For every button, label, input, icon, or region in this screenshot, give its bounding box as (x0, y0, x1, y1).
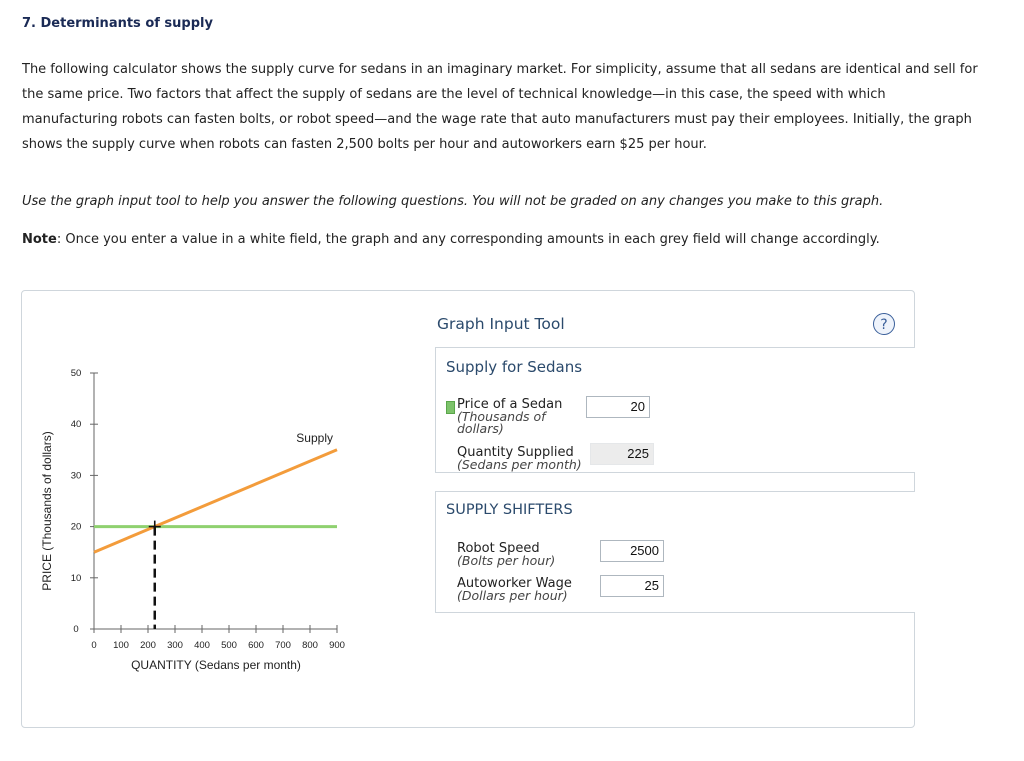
x-tick-label: 500 (221, 640, 237, 651)
x-tick-label: 100 (113, 640, 129, 651)
quantity-supplied-field: 225 (590, 443, 654, 465)
supply-curve (94, 450, 337, 552)
x-tick-label: 700 (275, 640, 291, 651)
autoworker-wage-unit: (Dollars per hour) (457, 588, 568, 603)
section-heading: 7. Determinants of supply (22, 16, 213, 31)
y-tick-label: 30 (70, 470, 82, 482)
robot-speed-label-group (457, 542, 555, 567)
note-text (22, 232, 880, 247)
x-tick-label: 400 (194, 640, 210, 651)
x-axis-label: QUANTITY (Sedans per month) (131, 658, 301, 672)
supply-shifters-box (435, 491, 915, 613)
robot-speed-unit: (Bolts per hour) (457, 553, 556, 568)
y-tick-label: 40 (70, 419, 82, 431)
help-icon[interactable]: ? (873, 313, 895, 335)
y-tick-label: 20 (70, 521, 82, 533)
x-tick-label: 200 (140, 640, 156, 651)
supply-curve-label: Supply (296, 430, 333, 445)
graph-input-tool-title: Graph Input Tool (437, 315, 565, 333)
y-tick-label: 50 (70, 368, 82, 379)
note-body: : Once you enter a value in a white field, the graph and any corresponding amounts in each grey field will change accordingly. (56, 232, 880, 247)
quantity-label: Quantity Supplied (457, 445, 574, 460)
price-label-group (457, 398, 567, 435)
robot-speed-input[interactable]: 2500 (600, 540, 664, 562)
x-tick-label: 300 (167, 640, 183, 651)
supply-box (435, 347, 915, 473)
price-unit: (Thousands of dollars) (457, 409, 546, 436)
supply-shifters-title: SUPPLY SHIFTERS (446, 502, 573, 518)
price-label: Price of a Sedan (457, 397, 563, 412)
instructions-text: Use the graph input tool to help you answer the following questions. You will not be graded on any changes you make to this graph. (22, 194, 884, 209)
x-tick-label: 600 (248, 640, 264, 651)
price-legend-swatch (446, 401, 455, 414)
x-tick-label: 0 (91, 640, 97, 651)
quantity-label-group (457, 446, 582, 471)
supply-chart[interactable] (22, 291, 422, 727)
autoworker-wage-label: Autoworker Wage (457, 576, 572, 591)
y-tick-label: 10 (70, 572, 82, 584)
x-tick-label: 900 (329, 640, 345, 651)
y-axis-label: PRICE (Thousands of dollars) (40, 431, 54, 591)
graph-panel (21, 290, 915, 728)
autoworker-wage-input[interactable]: 25 (600, 575, 664, 597)
note-label: Note (22, 232, 57, 247)
intro-paragraph: The following calculator shows the supply curve for sedans in an imaginary market. For simplicity, assume that all sedans are identical and sell for the same price. Two factors that affect the supply of sedans are the level of technical knowledge—in this case, the speed with which manufacturing robots can fasten bolts, or robot speed—and the wage rate that auto manufacturers must pay their employees. Initially, the graph shows the supply curve when robots can fasten 2,500 bolts per hour and autoworkers earn $25 per hour. (22, 62, 978, 152)
wage-label-group (457, 577, 572, 602)
price-input[interactable]: 20 (586, 396, 650, 418)
supply-box-title: Supply for Sedans (446, 358, 583, 376)
y-tick-label: 0 (73, 624, 79, 635)
quantity-unit: (Sedans per month) (457, 457, 582, 472)
x-tick-label: 800 (302, 640, 318, 651)
robot-speed-label: Robot Speed (457, 541, 540, 556)
